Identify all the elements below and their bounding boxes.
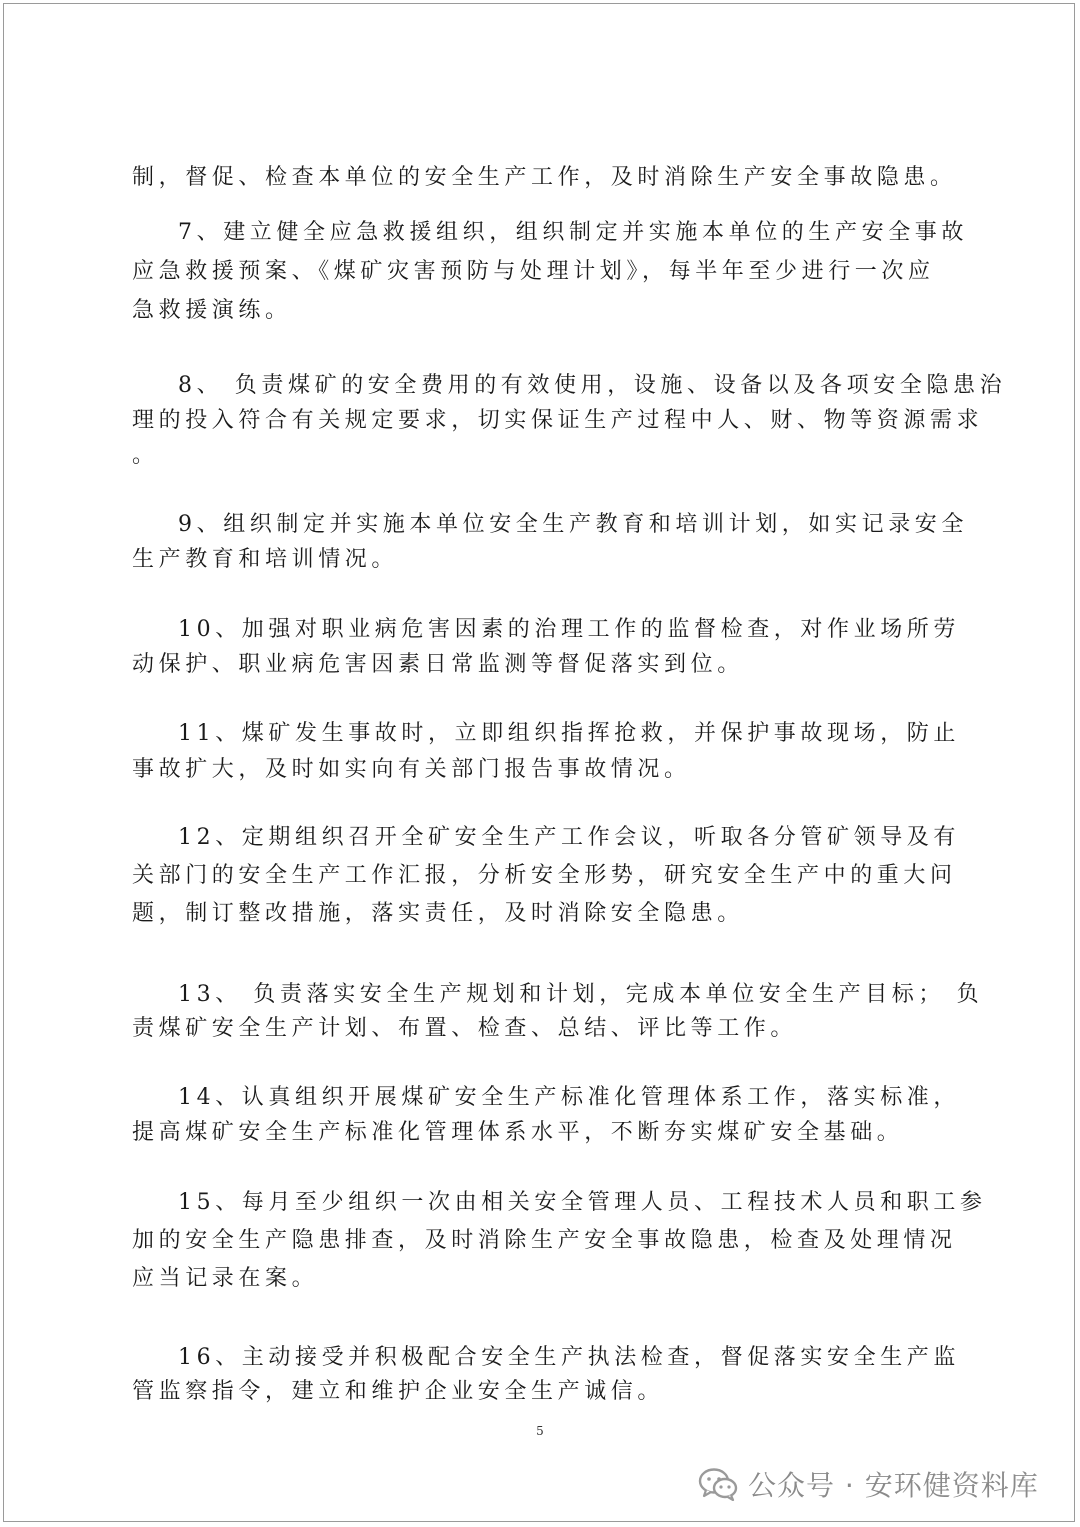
text-line: 16、主动接受并积极配合安全生产执法检查，督促落实安全生产监 bbox=[178, 1345, 960, 1370]
text-line: 7、建立健全应急救援组织，组织制定并实施本单位的生产安全事故 bbox=[178, 220, 968, 245]
text-line: 责煤矿安全生产计划、布置、检查、总结、评比等工作。 bbox=[132, 1016, 798, 1041]
text-line: 急救援演练。 bbox=[132, 298, 292, 323]
text-line: 9、组织制定并实施本单位安全生产教育和培训计划，如实记录安全 bbox=[178, 512, 968, 537]
text-line: 提高煤矿安全生产标准化管理体系水平，不断夯实煤矿安全基础。 bbox=[132, 1120, 904, 1145]
text-line: 。 bbox=[132, 443, 159, 468]
watermark-text: 公众号 · 安环健资料库 bbox=[748, 1469, 1039, 1502]
text-line: 10、加强对职业病危害因素的治理工作的监督检查，对作业场所劳 bbox=[178, 617, 960, 642]
text-line: 管监察指令，建立和维护企业安全生产诚信。 bbox=[132, 1379, 665, 1404]
text-line: 14、认真组织开展煤矿安全生产标准化管理体系工作，落实标准， bbox=[178, 1085, 960, 1110]
text-line: 12、定期组织召开全矿安全生产工作会议，听取各分管矿领导及有 bbox=[178, 825, 960, 850]
page-number: 5 bbox=[536, 1424, 544, 1438]
text-line: 关部门的安全生产工作汇报，分析安全形势，研究安全生产中的重大问 bbox=[132, 863, 957, 888]
text-line: 11、煤矿发生事故时，立即组织指挥抢救，并保护事故现场，防止 bbox=[178, 721, 960, 746]
text-line: 事故扩大，及时如实向有关部门报告事故情况。 bbox=[132, 757, 691, 782]
text-line: 15、每月至少组织一次由相关安全管理人员、工程技术人员和职工参 bbox=[178, 1190, 987, 1215]
text-line: 动保护、职业病危害因素日常监测等督促落实到位。 bbox=[132, 652, 744, 677]
text-line: 制，督促、检查本单位的安全生产工作，及时消除生产安全事故隐患。 bbox=[132, 165, 957, 190]
wechat-icon bbox=[698, 1467, 738, 1501]
text-line: 加的安全生产隐患排查，及时消除生产安全事故隐患，检查及处理情况 bbox=[132, 1228, 957, 1253]
text-line: 应急救援预案、《煤矿灾害预防与处理计划》，每半年至少进行一次应 bbox=[132, 259, 935, 284]
text-line: 生产教育和培训情况。 bbox=[132, 547, 399, 572]
text-line: 理的投入符合有关规定要求，切实保证生产过程中人、财、物等资源需求 bbox=[132, 408, 984, 433]
text-line: 应当记录在案。 bbox=[132, 1266, 319, 1291]
text-line: 题，制订整改措施，落实责任，及时消除安全隐患。 bbox=[132, 901, 744, 926]
text-line: 8、 负责煤矿的安全费用的有效使用，设施、设备以及各项安全隐患治 bbox=[178, 373, 1007, 398]
text-line: 13、 负责落实安全生产规划和计划，完成本单位安全生产目标； 负 bbox=[178, 982, 984, 1007]
watermark bbox=[698, 1464, 1039, 1504]
